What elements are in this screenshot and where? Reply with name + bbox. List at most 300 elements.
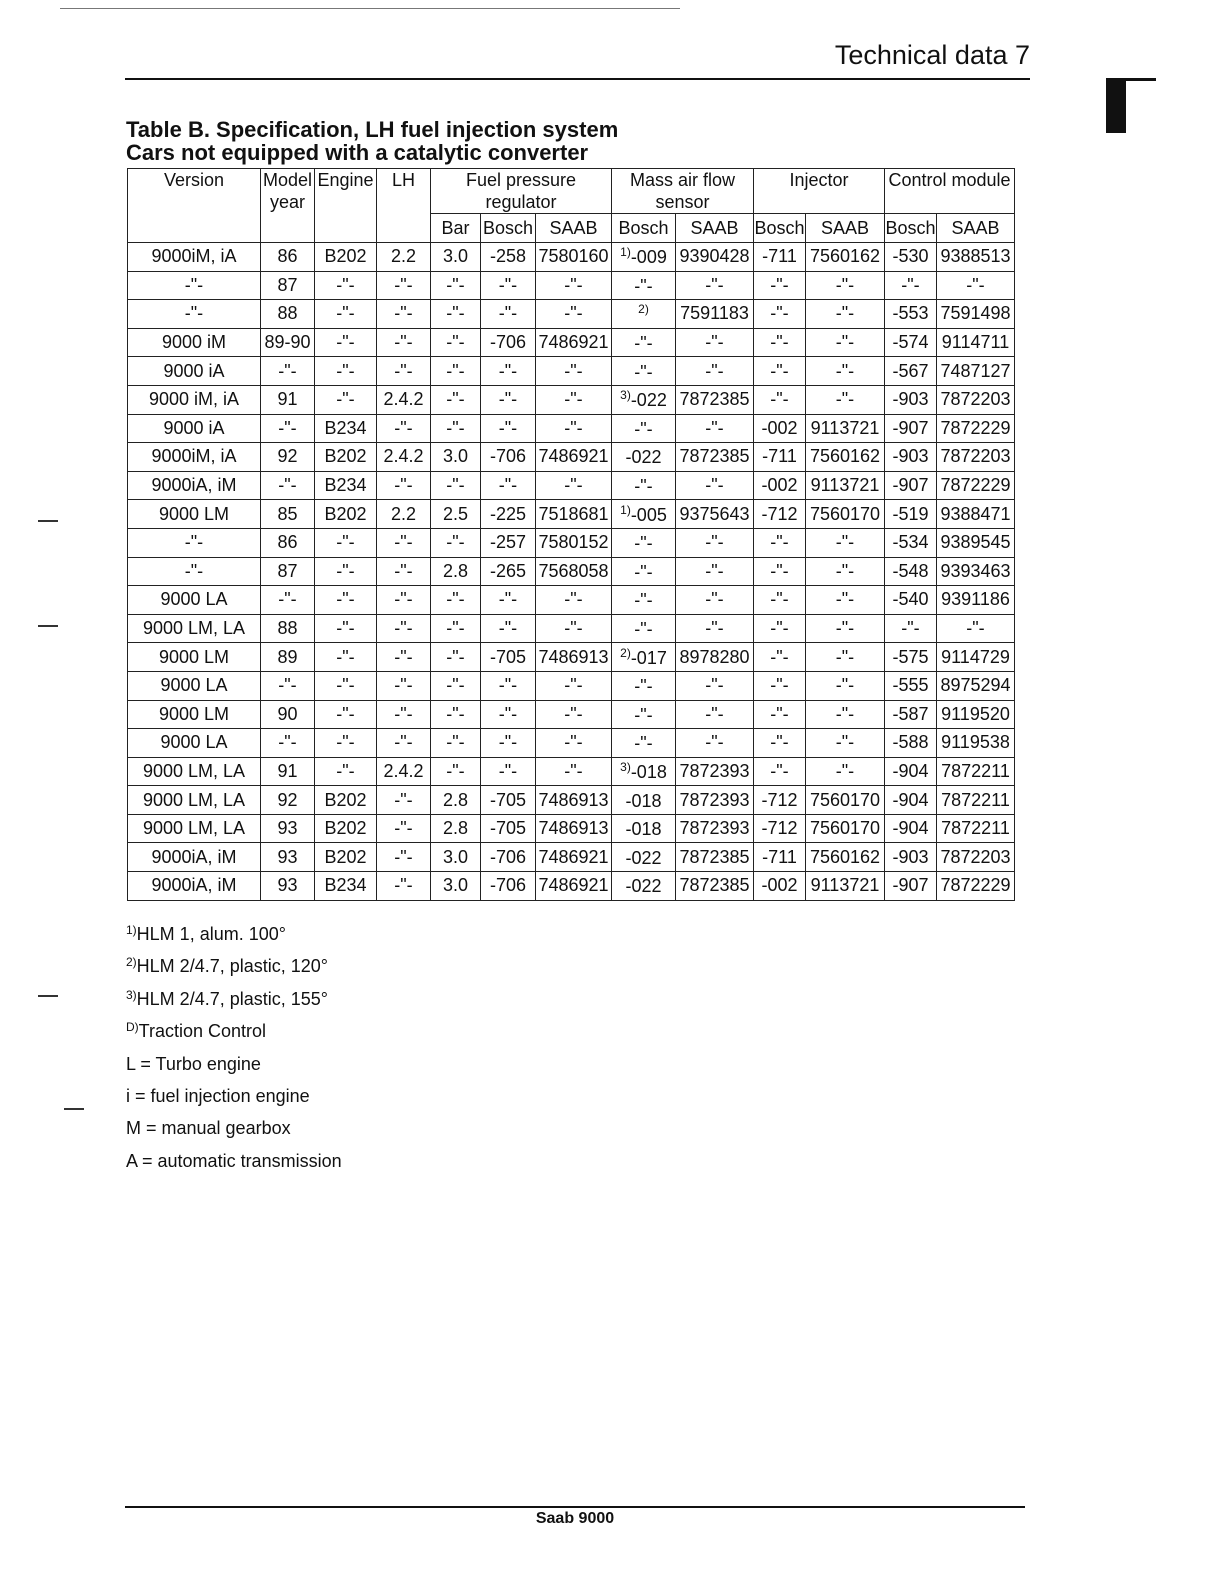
cell-fp-saab: 7568058 (536, 557, 612, 586)
cell-cm-saab: 7872203 (937, 843, 1015, 872)
cell-inj-saab: -"- (806, 557, 885, 586)
cell-bar: -"- (431, 414, 481, 443)
cell-engine: -"- (315, 729, 377, 758)
cell-cm-bosch: -"- (885, 614, 937, 643)
cell-maf-bosch (612, 528, 676, 557)
cell-engine: B234 (315, 414, 377, 443)
cell-inj-bosch: -711 (754, 443, 806, 472)
cell-lh: 2.2 (377, 500, 431, 529)
footnote-mark: 3) (126, 987, 137, 1002)
table-row (128, 814, 1015, 843)
margin-mark (38, 520, 58, 522)
cell-engine: -"- (315, 357, 377, 386)
cell-value: -"- (634, 476, 653, 497)
cell-bar: 3.0 (431, 872, 481, 901)
cell-inj-bosch: -"- (754, 700, 806, 729)
cell-cm-bosch: -530 (885, 243, 937, 272)
cell-year: 93 (261, 814, 315, 843)
footnote-item (126, 948, 342, 980)
cell-maf-saab: 7872385 (676, 872, 754, 901)
cell-engine: -"- (315, 614, 377, 643)
cell-cm-saab: 9391186 (937, 586, 1015, 615)
cell-inj-bosch: -"- (754, 757, 806, 786)
cell-inj-bosch: -"- (754, 729, 806, 758)
cell-version: 9000iA, iM (128, 843, 261, 872)
cell-engine: -"- (315, 557, 377, 586)
cell-maf-saab: -"- (676, 614, 754, 643)
table-row (128, 614, 1015, 643)
cell-fp-bosch: -265 (481, 557, 536, 586)
cell-value: -"- (634, 590, 653, 611)
cell-value: -022 (625, 447, 662, 468)
cell-fp-saab: -"- (536, 729, 612, 758)
cell-value: -022 (630, 390, 667, 411)
cell-inj-bosch: -"- (754, 614, 806, 643)
cell-lh: -"- (377, 414, 431, 443)
table-row (128, 843, 1015, 872)
cell-version: -"- (128, 300, 261, 329)
sub-header: SAAB (806, 214, 885, 243)
margin-mark (64, 1108, 84, 1110)
cell-engine: -"- (315, 300, 377, 329)
footnote-text: HLM 2/4.7, plastic, 120° (136, 956, 328, 977)
cell-cm-bosch: -904 (885, 757, 937, 786)
cell-fp-saab: -"- (536, 300, 612, 329)
cell-bar: -"- (431, 271, 481, 300)
cell-cm-bosch: -587 (885, 700, 937, 729)
cell-maf-saab: 9390428 (676, 243, 754, 272)
cell-cm-saab: 9388513 (937, 243, 1015, 272)
table-row (128, 872, 1015, 901)
cell-fp-bosch: -706 (481, 443, 536, 472)
cell-bar: -"- (431, 643, 481, 672)
cell-value: -"- (634, 361, 653, 382)
cell-year: -"- (261, 671, 315, 700)
cell-version: 9000 LA (128, 729, 261, 758)
cell-cm-bosch: -903 (885, 385, 937, 414)
cell-fp-saab: 7580160 (536, 243, 612, 272)
cell-fp-bosch: -"- (481, 385, 536, 414)
cell-year: 88 (261, 614, 315, 643)
cell-cm-saab: 7872211 (937, 757, 1015, 786)
cell-cm-saab: 7872203 (937, 443, 1015, 472)
caption-line-1: Table B. Specification, LH fuel injection system (126, 117, 619, 142)
cell-cm-bosch: -907 (885, 872, 937, 901)
cell-lh: -"- (377, 328, 431, 357)
cell-inj-bosch: -"- (754, 557, 806, 586)
table-row (128, 271, 1015, 300)
cell-bar: 2.8 (431, 814, 481, 843)
cell-version: -"- (128, 528, 261, 557)
cell-lh: -"- (377, 700, 431, 729)
cell-bar: 2.8 (431, 786, 481, 815)
cell-maf-saab: -"- (676, 671, 754, 700)
cell-engine: -"- (315, 385, 377, 414)
cell-version: 9000 iA (128, 414, 261, 443)
cell-fp-bosch: -"- (481, 757, 536, 786)
col-header-version: Version (128, 169, 261, 243)
table-row (128, 757, 1015, 786)
cell-inj-saab: 7560170 (806, 500, 885, 529)
table-row (128, 500, 1015, 529)
cell-fp-saab: -"- (536, 471, 612, 500)
cell-fp-saab: -"- (536, 614, 612, 643)
cell-version: 9000 LM, LA (128, 814, 261, 843)
cell-maf-saab: -"- (676, 414, 754, 443)
cell-lh: -"- (377, 528, 431, 557)
cell-bar: -"- (431, 385, 481, 414)
cell-inj-saab: -"- (806, 671, 885, 700)
cell-value: -"- (634, 275, 653, 296)
footnote-text: M = manual gearbox (126, 1118, 291, 1139)
cell-version: 9000 LM, LA (128, 757, 261, 786)
cell-version: 9000iM, iA (128, 243, 261, 272)
cell-value: -018 (625, 790, 662, 811)
cell-maf-bosch (612, 786, 676, 815)
cell-maf-saab: -"- (676, 528, 754, 557)
cell-lh: -"- (377, 357, 431, 386)
footnote-item (126, 981, 342, 1013)
cell-fp-bosch: -"- (481, 414, 536, 443)
cell-engine: -"- (315, 671, 377, 700)
footnote-item (126, 916, 342, 948)
sub-header: Bosch (612, 214, 676, 243)
cell-maf-bosch (612, 586, 676, 615)
cell-year: 91 (261, 385, 315, 414)
cell-cm-bosch: -903 (885, 443, 937, 472)
cell-fp-bosch: -706 (481, 872, 536, 901)
cell-value: -009 (630, 247, 667, 268)
cell-fp-saab: -"- (536, 385, 612, 414)
cell-bar: 3.0 (431, 443, 481, 472)
cell-maf-bosch (612, 843, 676, 872)
cell-maf-saab: 7591183 (676, 300, 754, 329)
table-caption (126, 118, 618, 164)
cell-maf-saab: 7872385 (676, 385, 754, 414)
cell-engine: B202 (315, 786, 377, 815)
cell-cm-bosch: -907 (885, 414, 937, 443)
cell-engine: B202 (315, 243, 377, 272)
table-row (128, 300, 1015, 329)
cell-inj-saab: 7560162 (806, 443, 885, 472)
footnote-ref: 2) (638, 302, 649, 317)
cell-bar: 3.0 (431, 243, 481, 272)
sub-header: Bosch (754, 214, 806, 243)
cell-inj-saab: -"- (806, 700, 885, 729)
header-row-groups (128, 169, 1015, 214)
table-row (128, 328, 1015, 357)
table-row (128, 243, 1015, 272)
cell-version: -"- (128, 271, 261, 300)
cell-inj-bosch: -711 (754, 243, 806, 272)
cell-fp-bosch: -258 (481, 243, 536, 272)
footnote-ref: 3) (620, 759, 631, 774)
cell-version: 9000 LM, LA (128, 786, 261, 815)
table-row (128, 414, 1015, 443)
cell-version: 9000 LM, LA (128, 614, 261, 643)
table-row (128, 471, 1015, 500)
cell-maf-saab: 7872385 (676, 443, 754, 472)
col-header-engine: Engine (315, 169, 377, 243)
footnotes (126, 916, 342, 1175)
cell-engine: B202 (315, 843, 377, 872)
cell-fp-bosch: -"- (481, 614, 536, 643)
cell-cm-saab: 7487127 (937, 357, 1015, 386)
cell-cm-bosch: -904 (885, 814, 937, 843)
cell-value: -018 (630, 761, 667, 782)
cell-inj-bosch: -"- (754, 300, 806, 329)
footnote-mark: 1) (126, 923, 137, 937)
cell-cm-saab: -"- (937, 614, 1015, 643)
cell-year: 89 (261, 643, 315, 672)
cell-cm-saab: 7872229 (937, 471, 1015, 500)
cell-maf-saab: -"- (676, 357, 754, 386)
cell-inj-bosch: -002 (754, 872, 806, 901)
cell-cm-saab: 8975294 (937, 671, 1015, 700)
cell-inj-saab: -"- (806, 643, 885, 672)
cell-maf-saab: 7872393 (676, 757, 754, 786)
cell-version: 9000iM, iA (128, 443, 261, 472)
cell-fp-bosch: -705 (481, 786, 536, 815)
cell-fp-saab: 7486913 (536, 643, 612, 672)
cell-maf-saab: -"- (676, 557, 754, 586)
cell-cm-saab: 9114711 (937, 328, 1015, 357)
cell-fp-bosch: -"- (481, 671, 536, 700)
cell-fp-saab: 7518681 (536, 500, 612, 529)
cell-cm-saab: 9119520 (937, 700, 1015, 729)
cell-fp-bosch: -225 (481, 500, 536, 529)
cell-lh: -"- (377, 786, 431, 815)
cell-inj-saab: -"- (806, 328, 885, 357)
cell-value: -"- (634, 676, 653, 697)
cell-year: 87 (261, 271, 315, 300)
cell-maf-saab: 7872393 (676, 786, 754, 815)
cell-engine: B234 (315, 872, 377, 901)
cell-bar: 2.5 (431, 500, 481, 529)
cell-version: -"- (128, 557, 261, 586)
cell-bar: -"- (431, 614, 481, 643)
cell-fp-bosch: -"- (481, 300, 536, 329)
cell-lh: -"- (377, 671, 431, 700)
cell-maf-bosch (612, 357, 676, 386)
cell-fp-bosch: -706 (481, 843, 536, 872)
cell-cm-saab: 9119538 (937, 729, 1015, 758)
cell-inj-saab: 7560170 (806, 786, 885, 815)
cell-cm-saab: 7872203 (937, 385, 1015, 414)
footnote-text: L = Turbo engine (126, 1053, 261, 1074)
cell-cm-bosch: -534 (885, 528, 937, 557)
cell-fp-saab: 7486921 (536, 843, 612, 872)
cell-version: 9000 LM (128, 500, 261, 529)
cell-year: 90 (261, 700, 315, 729)
cell-fp-saab: -"- (536, 271, 612, 300)
cell-maf-saab: -"- (676, 729, 754, 758)
top-scan-line (60, 8, 680, 9)
footnote-text: i = fuel injection engine (126, 1086, 310, 1107)
cell-maf-bosch (612, 243, 676, 272)
cell-maf-bosch (612, 414, 676, 443)
cell-maf-bosch (612, 271, 676, 300)
cell-lh: -"- (377, 557, 431, 586)
cell-cm-saab: 7872211 (937, 814, 1015, 843)
sub-header: Bosch (885, 214, 937, 243)
table-row (128, 700, 1015, 729)
cell-maf-bosch (612, 643, 676, 672)
cell-maf-bosch (612, 328, 676, 357)
margin-mark (38, 625, 58, 627)
cell-inj-bosch: -"- (754, 328, 806, 357)
cell-engine: -"- (315, 757, 377, 786)
footnote-text: HLM 1, alum. 100° (136, 924, 286, 944)
corner-mark-bar (1106, 78, 1126, 133)
cell-bar: -"- (431, 471, 481, 500)
cell-maf-bosch (612, 872, 676, 901)
cell-fp-saab: -"- (536, 357, 612, 386)
col-header-fuel-pressure: Fuel pressure regulator (431, 169, 612, 214)
cell-year: 91 (261, 757, 315, 786)
cell-maf-saab: 9375643 (676, 500, 754, 529)
cell-year: 87 (261, 557, 315, 586)
cell-version: 9000 LA (128, 671, 261, 700)
col-header-injector: Injector (754, 169, 885, 214)
cell-value: -"- (634, 333, 653, 354)
cell-inj-saab: 7560170 (806, 814, 885, 843)
footnote-ref: 1) (620, 245, 631, 260)
table-row (128, 729, 1015, 758)
cell-year: 85 (261, 500, 315, 529)
cell-cm-bosch: -555 (885, 671, 937, 700)
cell-lh: -"- (377, 729, 431, 758)
cell-inj-saab: -"- (806, 586, 885, 615)
header-rule (125, 78, 1030, 80)
cell-cm-saab: 7872211 (937, 786, 1015, 815)
table-row (128, 443, 1015, 472)
cell-year: 92 (261, 443, 315, 472)
sub-header: SAAB (536, 214, 612, 243)
table-row (128, 528, 1015, 557)
cell-maf-bosch (612, 700, 676, 729)
cell-value: -"- (634, 561, 653, 582)
cell-version: 9000iA, iM (128, 471, 261, 500)
cell-lh: -"- (377, 586, 431, 615)
cell-fp-saab: -"- (536, 671, 612, 700)
cell-inj-bosch: -"- (754, 586, 806, 615)
cell-fp-saab: 7486913 (536, 786, 612, 815)
cell-maf-bosch (612, 814, 676, 843)
cell-fp-saab: -"- (536, 700, 612, 729)
cell-fp-bosch: -"- (481, 471, 536, 500)
cell-fp-bosch: -705 (481, 643, 536, 672)
cell-inj-bosch: -"- (754, 357, 806, 386)
cell-inj-saab: -"- (806, 614, 885, 643)
cell-cm-saab: 7872229 (937, 872, 1015, 901)
cell-maf-bosch (612, 614, 676, 643)
table-row (128, 671, 1015, 700)
cell-cm-saab: 7872229 (937, 414, 1015, 443)
cell-engine: B234 (315, 471, 377, 500)
cell-value: -"- (634, 733, 653, 754)
footnote-item (126, 1078, 342, 1110)
caption-line-2: Cars not equipped with a catalytic converter (126, 140, 589, 165)
cell-fp-saab: 7486921 (536, 328, 612, 357)
cell-inj-bosch: -"- (754, 643, 806, 672)
cell-version: 9000 iA (128, 357, 261, 386)
cell-year: 89-90 (261, 328, 315, 357)
cell-inj-saab: -"- (806, 300, 885, 329)
page-header-title: Technical data 7 (834, 40, 1030, 70)
cell-year: -"- (261, 357, 315, 386)
cell-inj-saab: -"- (806, 271, 885, 300)
cell-bar: 3.0 (431, 843, 481, 872)
cell-cm-bosch: -907 (885, 471, 937, 500)
cell-inj-saab: -"- (806, 528, 885, 557)
cell-fp-bosch: -"- (481, 271, 536, 300)
cell-engine: B202 (315, 443, 377, 472)
cell-inj-saab: 9113721 (806, 471, 885, 500)
cell-cm-bosch: -567 (885, 357, 937, 386)
cell-lh: -"- (377, 300, 431, 329)
cell-fp-saab: -"- (536, 414, 612, 443)
cell-lh: 2.4.2 (377, 443, 431, 472)
cell-cm-bosch: -548 (885, 557, 937, 586)
cell-lh: -"- (377, 614, 431, 643)
cell-cm-saab: 7591498 (937, 300, 1015, 329)
cell-maf-bosch (612, 443, 676, 472)
cell-lh: -"- (377, 643, 431, 672)
table-row (128, 557, 1015, 586)
cell-fp-saab: 7486913 (536, 814, 612, 843)
cell-bar: -"- (431, 328, 481, 357)
footer-text: Saab 9000 (535, 1510, 615, 1527)
cell-inj-saab: -"- (806, 729, 885, 758)
cell-maf-saab: 8978280 (676, 643, 754, 672)
sub-header: Bar (431, 214, 481, 243)
cell-value: -005 (630, 504, 667, 525)
cell-year: 92 (261, 786, 315, 815)
cell-maf-bosch (612, 729, 676, 758)
cell-maf-bosch (612, 471, 676, 500)
cell-year: 86 (261, 243, 315, 272)
cell-lh: -"- (377, 471, 431, 500)
cell-inj-saab: -"- (806, 385, 885, 414)
cell-maf-saab: -"- (676, 700, 754, 729)
cell-cm-bosch: -575 (885, 643, 937, 672)
cell-inj-saab: 7560162 (806, 243, 885, 272)
cell-year: 86 (261, 528, 315, 557)
cell-engine: B202 (315, 814, 377, 843)
cell-maf-bosch (612, 557, 676, 586)
cell-version: 9000 iM (128, 328, 261, 357)
cell-inj-bosch: -712 (754, 500, 806, 529)
cell-inj-bosch: -712 (754, 814, 806, 843)
margin-mark (38, 995, 58, 997)
cell-bar: -"- (431, 757, 481, 786)
table-row (128, 586, 1015, 615)
cell-version: 9000 iM, iA (128, 385, 261, 414)
cell-fp-saab: -"- (536, 757, 612, 786)
cell-year: -"- (261, 729, 315, 758)
cell-lh: -"- (377, 843, 431, 872)
cell-bar: -"- (431, 586, 481, 615)
cell-value: -"- (634, 533, 653, 554)
footnote-text: HLM 2/4.7, plastic, 155° (136, 988, 328, 1009)
cell-lh: 2.4.2 (377, 385, 431, 414)
col-header-control-module: Control module (885, 169, 1015, 214)
cell-year: -"- (261, 414, 315, 443)
cell-fp-saab: 7486921 (536, 872, 612, 901)
cell-bar: -"- (431, 729, 481, 758)
col-header-lh: LH (377, 169, 431, 243)
